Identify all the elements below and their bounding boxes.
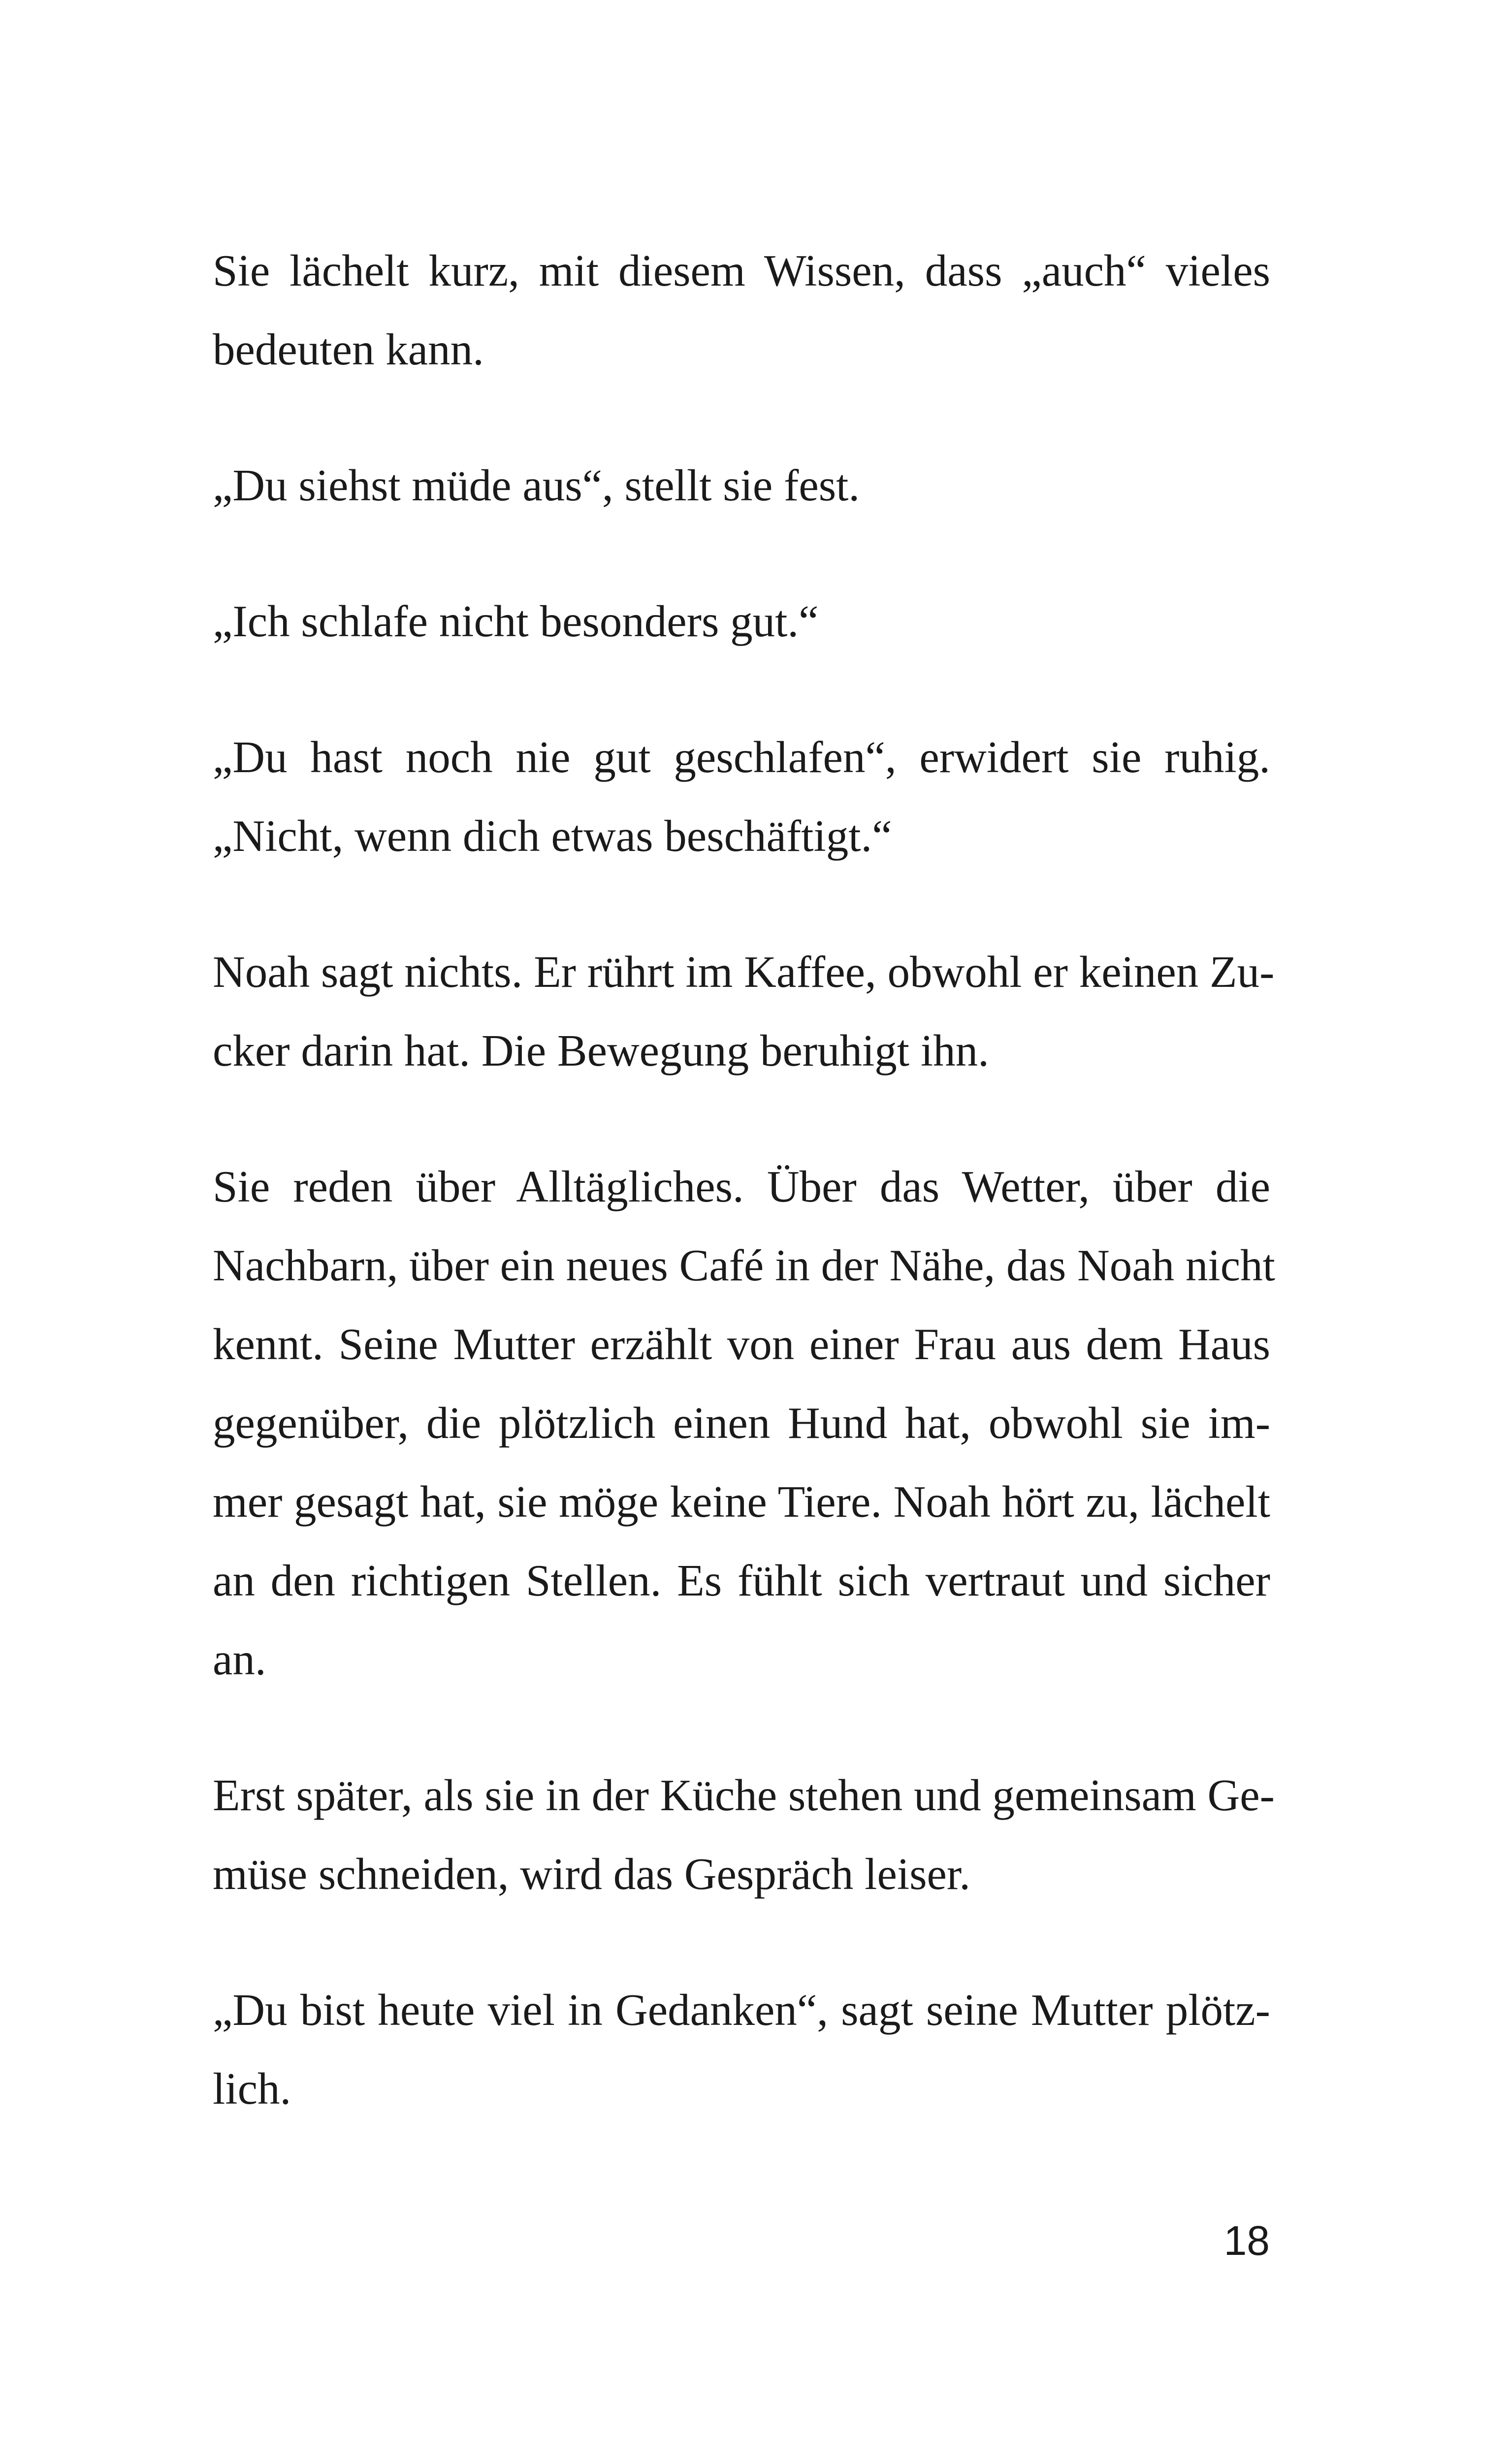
text-line: Nachbarn, über ein neues Café in der Nähe, das Noah nicht bbox=[213, 1240, 1275, 1290]
paragraph bbox=[213, 446, 1270, 525]
text-line: „Du bist heute viel in Gedanken“, sagt seine Mutter plötz- bbox=[213, 1985, 1270, 2035]
text-line: „Nicht, wenn dich etwas beschäftigt.“ bbox=[213, 811, 892, 861]
page-number: 18 bbox=[1223, 2217, 1270, 2264]
text-line: Erst später, als sie in der Küche stehen und gemeinsam Ge- bbox=[213, 1770, 1275, 1820]
paragraph bbox=[213, 1756, 1275, 1914]
text-line: müse schneiden, wird das Gespräch leiser. bbox=[213, 1849, 970, 1899]
text-line: cker darin hat. Die Bewegung beruhigt ihn. bbox=[213, 1026, 989, 1075]
text-line: „Du siehst müde aus“, stellt sie fest. bbox=[213, 460, 860, 510]
paragraph bbox=[213, 718, 1270, 876]
paragraph bbox=[213, 933, 1275, 1090]
text-line: gegenüber, die plötzlich einen Hund hat, obwohl sie im- bbox=[213, 1398, 1270, 1448]
text-line: kennt. Seine Mutter erzählt von einer Frau aus dem Haus bbox=[213, 1319, 1270, 1369]
paragraph bbox=[213, 231, 1270, 389]
text-line: an den richtigen Stellen. Es fühlt sich vertraut und sicher bbox=[213, 1556, 1270, 1605]
text-line: bedeuten kann. bbox=[213, 325, 484, 374]
text-line: „Du hast noch nie gut geschlafen“, erwidert sie ruhig. bbox=[213, 732, 1270, 782]
paragraph bbox=[213, 582, 1270, 661]
text-line: Sie lächelt kurz, mit diesem Wissen, dass „auch“ vieles bbox=[213, 246, 1270, 295]
paragraph bbox=[213, 1971, 1270, 2128]
paragraph bbox=[213, 1147, 1275, 1699]
text-line: Noah sagt nichts. Er rührt im Kaffee, obwohl er keinen Zu- bbox=[213, 947, 1275, 997]
text-line: lich. bbox=[213, 2064, 291, 2114]
text-line: an. bbox=[213, 1634, 266, 1684]
text-line: mer gesagt hat, sie möge keine Tiere. Noah hört zu, lächelt bbox=[213, 1477, 1270, 1527]
text-line: Sie reden über Alltägliches. Über das Wetter, über die bbox=[213, 1162, 1270, 1211]
body-text bbox=[213, 231, 1275, 2185]
text-line: „Ich schlafe nicht besonders gut.“ bbox=[213, 596, 819, 646]
